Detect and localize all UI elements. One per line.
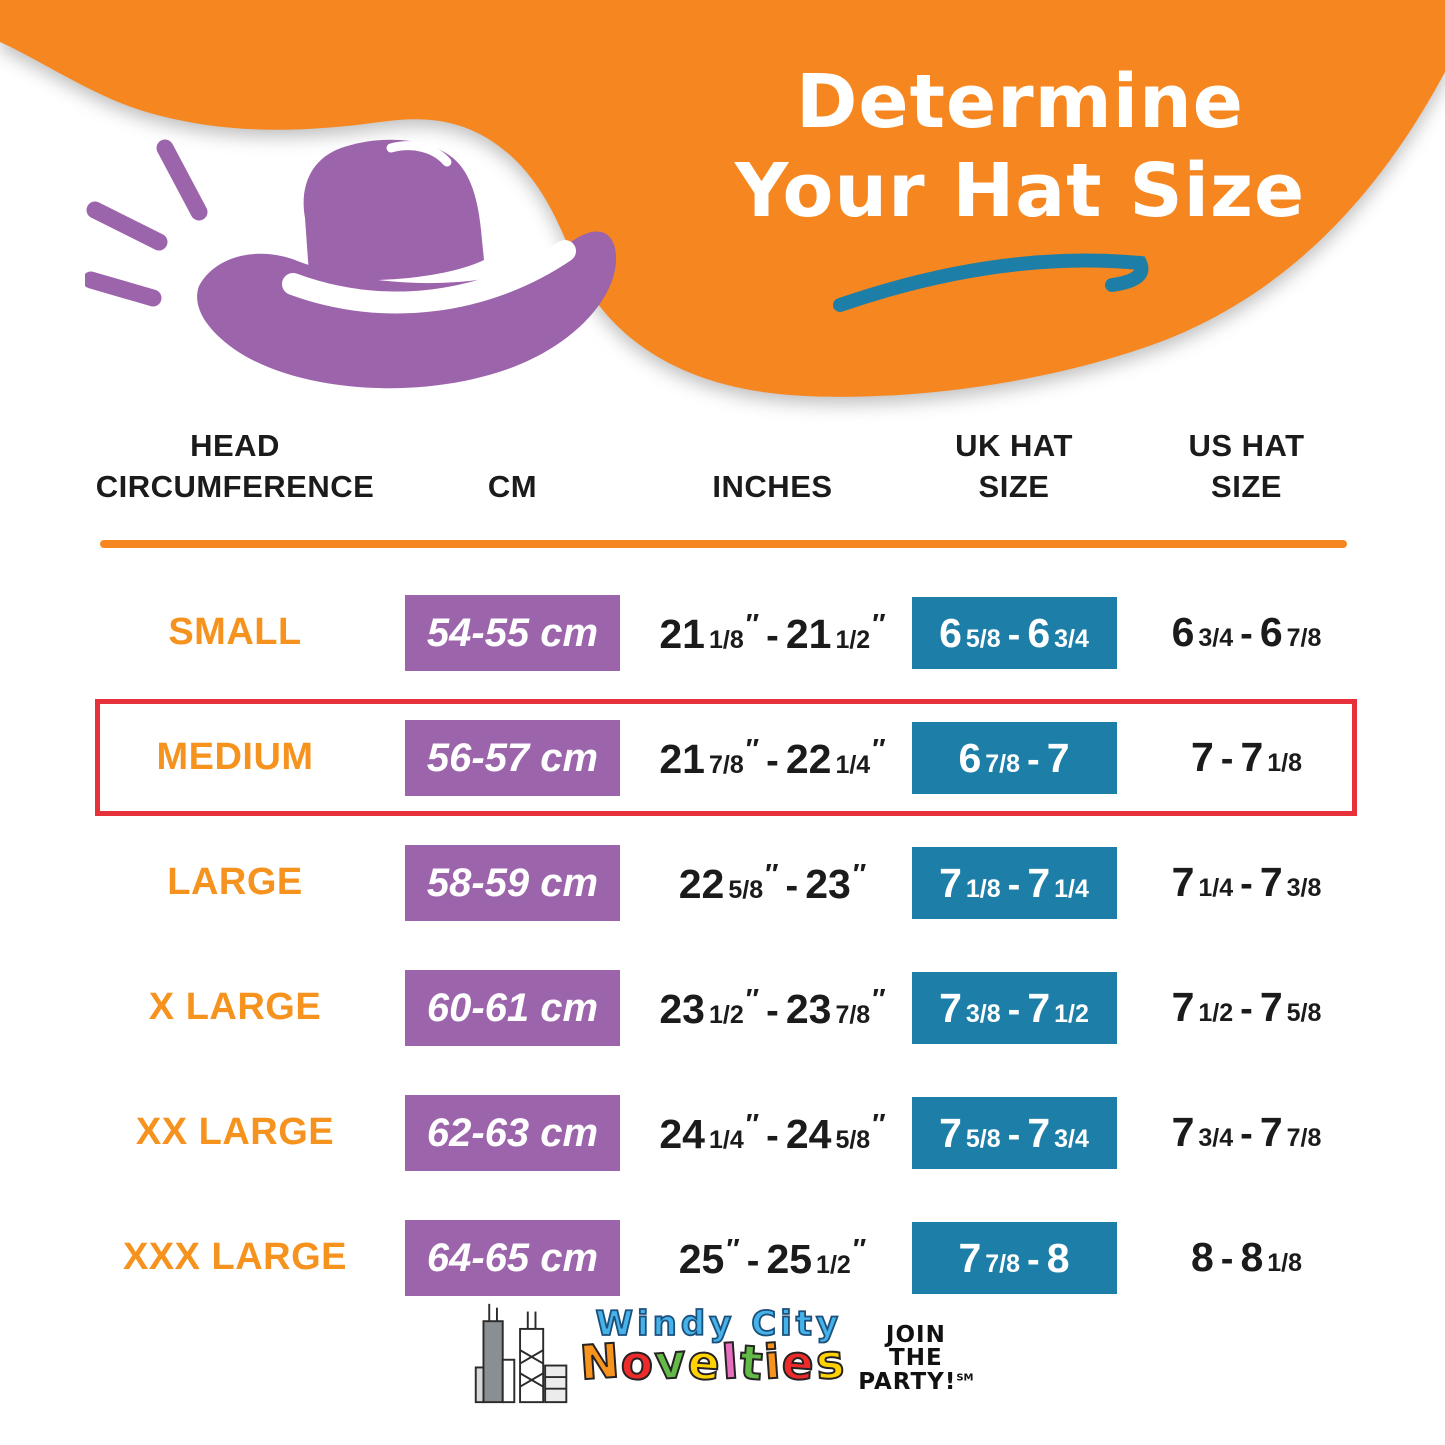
brand-letter: s bbox=[814, 1334, 849, 1391]
inches-range: 24 1/4″ - 24 5/8″ bbox=[659, 1107, 886, 1157]
city-skyline-icon bbox=[472, 1300, 572, 1406]
size-label: X LARGE bbox=[148, 986, 322, 1028]
table-row bbox=[95, 945, 1360, 1070]
uk-range: 7 7/8 - 8 bbox=[958, 1234, 1070, 1281]
size-table bbox=[95, 408, 1360, 1320]
cm-badge: 58-59 cm bbox=[405, 845, 620, 921]
cm-badge: 54-55 cm bbox=[405, 595, 620, 671]
uk-range: 7 3/8 - 7 1/2 bbox=[939, 984, 1089, 1031]
us-range: 8 - 8 1/8 bbox=[1190, 1234, 1303, 1280]
cowboy-hat-icon bbox=[85, 88, 630, 418]
brand-letter: e bbox=[780, 1334, 819, 1393]
col-header-us-hat-size: US HAT SIZE bbox=[1188, 428, 1305, 505]
inches-range: 21 1/8″ - 21 1/2″ bbox=[659, 607, 886, 657]
inches-range: 23 1/2″ - 23 7/8″ bbox=[659, 982, 886, 1032]
uk-range: 7 5/8 - 7 3/4 bbox=[939, 1109, 1089, 1156]
brand-tagline: JOIN THE PARTY!℠ bbox=[858, 1322, 974, 1395]
us-range: 7 3/4 - 7 7/8 bbox=[1171, 1109, 1322, 1155]
table-row bbox=[95, 1070, 1360, 1195]
hat-crown bbox=[304, 140, 484, 280]
page-title-line1: Determine bbox=[795, 59, 1244, 145]
table-row-highlighted bbox=[95, 695, 1360, 820]
brand-letter: t bbox=[737, 1335, 767, 1392]
brand-logo bbox=[0, 1300, 1445, 1406]
table-body bbox=[95, 570, 1360, 1320]
service-mark: SM bbox=[956, 1372, 974, 1384]
uk-size-badge bbox=[912, 972, 1117, 1044]
size-label: LARGE bbox=[167, 861, 303, 903]
brand-name-windy-city: Windy City bbox=[595, 1304, 843, 1344]
uk-size-badge bbox=[912, 847, 1117, 919]
cm-badge: 60-61 cm bbox=[405, 970, 620, 1046]
us-range: 7 - 7 1/8 bbox=[1190, 734, 1303, 780]
col-header-cm: CM bbox=[487, 469, 538, 505]
cm-badge: 64-65 cm bbox=[405, 1220, 620, 1296]
size-label: SMALL bbox=[168, 611, 302, 653]
inches-range: 21 7/8″ - 22 1/4″ bbox=[659, 732, 886, 782]
brand-letter: o bbox=[618, 1334, 657, 1393]
col-header-head-circumference: HEAD CIRCUMFERENCE bbox=[95, 428, 375, 505]
inches-range: 25″ - 25 1/2″ bbox=[678, 1232, 867, 1282]
header-divider-line bbox=[100, 540, 1347, 548]
uk-size-badge bbox=[912, 597, 1117, 669]
uk-range: 7 1/8 - 7 1/4 bbox=[939, 859, 1089, 906]
col-header-inches: INCHES bbox=[712, 469, 833, 505]
uk-range: 6 5/8 - 6 3/4 bbox=[939, 609, 1089, 656]
brand-letter: N bbox=[577, 1333, 623, 1392]
uk-size-badge bbox=[912, 722, 1117, 794]
brand-name-novelties bbox=[577, 1333, 849, 1393]
brand-letter: l bbox=[719, 1334, 742, 1391]
brand-letter: i bbox=[762, 1334, 785, 1391]
inches-range: 22 5/8″ - 23″ bbox=[678, 857, 867, 907]
table-row bbox=[95, 570, 1360, 695]
cm-badge: 56-57 cm bbox=[405, 720, 620, 796]
table-row bbox=[95, 820, 1360, 945]
emphasis-dashes-icon bbox=[91, 148, 199, 298]
size-label: MEDIUM bbox=[156, 736, 314, 778]
size-label: XX LARGE bbox=[135, 1111, 335, 1153]
page-title bbox=[700, 58, 1340, 236]
us-range: 7 1/2 - 7 5/8 bbox=[1171, 984, 1322, 1030]
table-header-row bbox=[95, 408, 1360, 518]
us-range: 7 1/4 - 7 3/8 bbox=[1171, 859, 1322, 905]
uk-size-badge bbox=[912, 1097, 1117, 1169]
col-header-uk-hat-size: UK HAT SIZE bbox=[955, 428, 1073, 505]
page-title-line2: Your Hat Size bbox=[734, 147, 1306, 234]
brand-letter: v bbox=[653, 1333, 690, 1392]
size-label: XXX LARGE bbox=[122, 1236, 348, 1278]
brand-letter: e bbox=[685, 1334, 724, 1393]
uk-range: 6 7/8 - 7 bbox=[958, 734, 1070, 781]
us-range: 6 3/4 - 6 7/8 bbox=[1171, 609, 1322, 655]
cm-badge: 62-63 cm bbox=[405, 1095, 620, 1171]
uk-size-badge bbox=[912, 1222, 1117, 1294]
brand-name bbox=[577, 1304, 849, 1393]
